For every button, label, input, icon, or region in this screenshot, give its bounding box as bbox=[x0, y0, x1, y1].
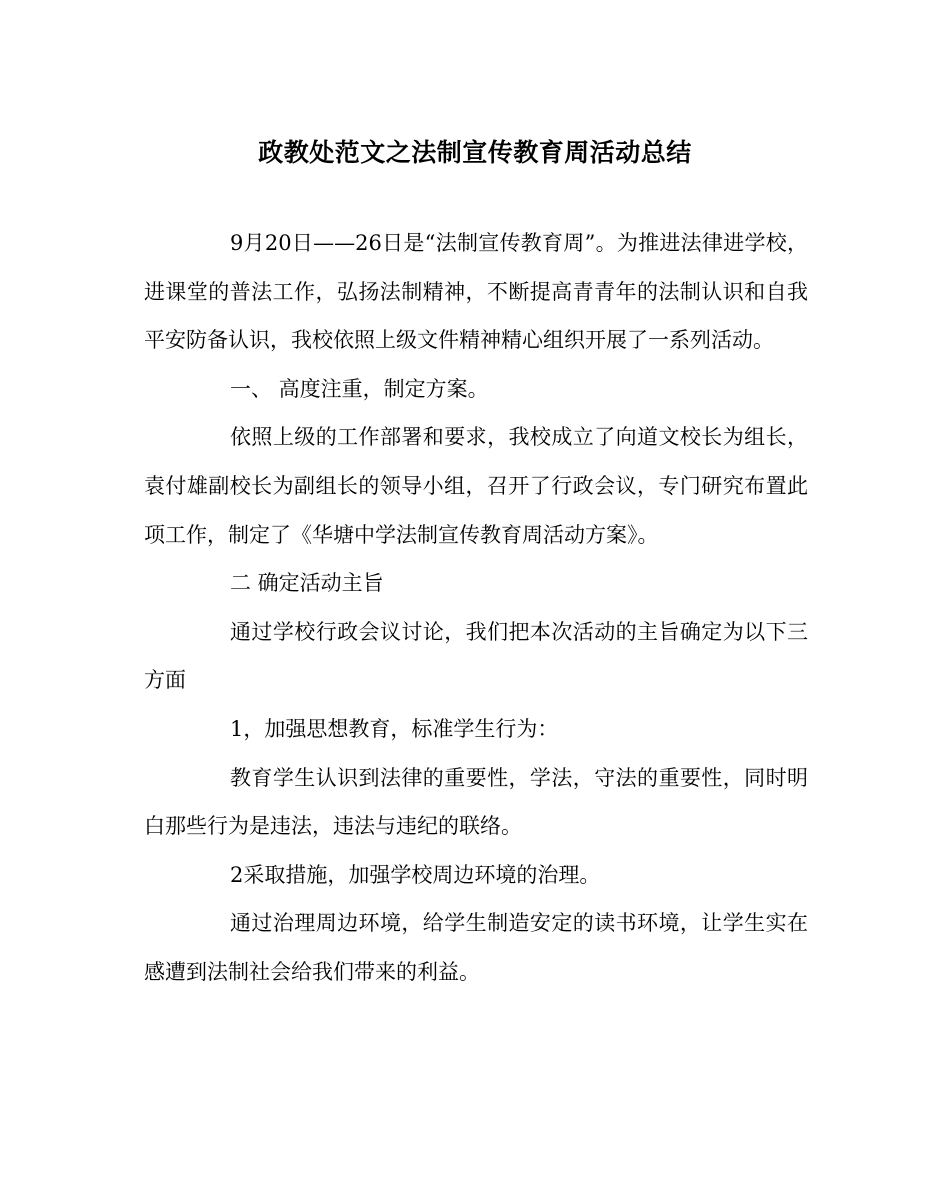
paragraph-section-1: 依照上级的工作部署和要求，我校成立了向道文校长为组长，袁付雄副校长为副组长的领导小组，召开了行政会议，专门研究布置此项工作，制定了《华塘中学法制宣传教育周活动方案》。 bbox=[144, 425, 808, 547]
subheading-point-2: 2采取措施，加强学校周边环境的治理。 bbox=[230, 862, 601, 887]
subheading-point-1: 1，加强思想教育，标准学生行为： bbox=[230, 716, 559, 741]
document-title: 政教处范文之法制宣传教育周活动总结 bbox=[258, 138, 692, 167]
section-heading-1: 一、 高度注重，制定方案。 bbox=[230, 376, 489, 401]
paragraph-section-2: 通过学校行政会议讨论，我们把本次活动的主旨确定为以下三方面 bbox=[144, 619, 808, 693]
paragraph-intro: 9月20日——26日是“法制宣传教育周”。为推进法律进学校，进课堂的普法工作，弘扬法制精神，不断提高青青年的法制认识和自我平安防备认识，我校依照上级文件精神精心组织开展了一系列活动。 bbox=[144, 231, 808, 353]
section-heading-2: 二 确定活动主旨 bbox=[230, 571, 384, 596]
document-body bbox=[144, 219, 808, 997]
paragraph-point-2: 通过治理周边环境，给学生制造安定的读书环境，让学生实在感遭到法制社会给我们带来的利益。 bbox=[144, 911, 808, 984]
paragraph-point-1: 教育学生认识到法律的重要性，学法，守法的重要性，同时明白那些行为是违法，违法与违纪的联络。 bbox=[144, 765, 808, 839]
